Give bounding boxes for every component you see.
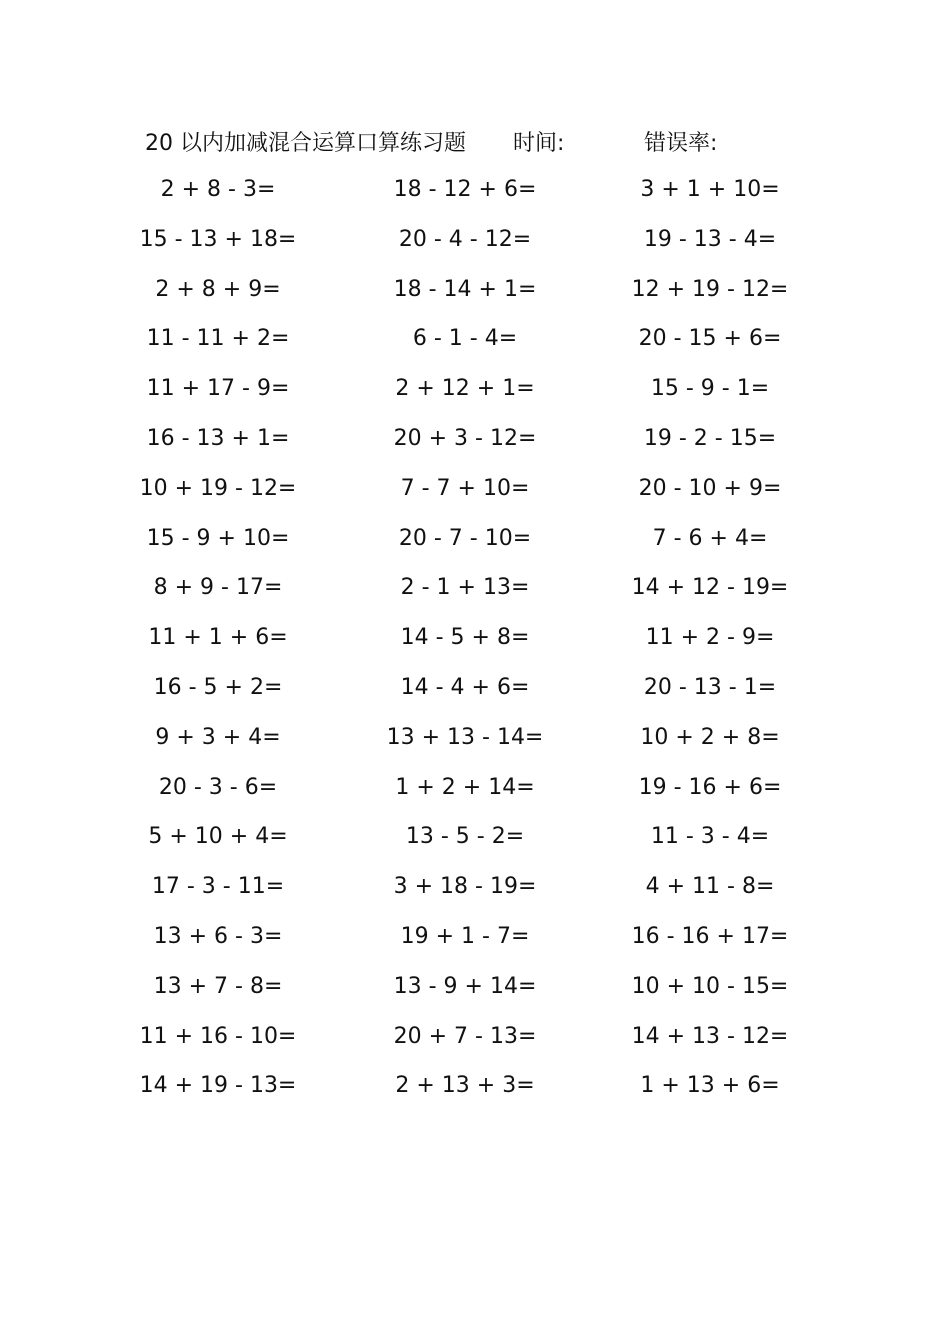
arithmetic-problem: 11 + 16 - 10=: [139, 1023, 297, 1049]
arithmetic-problem: 20 + 7 - 13=: [393, 1023, 537, 1049]
arithmetic-problem: 12 + 19 - 12=: [631, 276, 789, 302]
worksheet-title: 20 以内加减混合运算口算练习题: [145, 131, 466, 156]
arithmetic-problem: 20 - 15 + 6=: [638, 326, 782, 352]
arithmetic-problem: 7 - 7 + 10=: [400, 475, 530, 501]
problem-row: [0, 419, 950, 469]
arithmetic-problem: 11 - 3 - 4=: [650, 824, 770, 850]
arithmetic-problem: 11 + 2 - 9=: [645, 625, 775, 651]
arithmetic-problem: 19 + 1 - 7=: [400, 923, 530, 949]
arithmetic-problem: 2 + 8 + 9=: [155, 276, 281, 302]
problem-row: [0, 718, 950, 768]
arithmetic-problem: 14 - 5 + 8=: [400, 625, 530, 651]
problem-grid: [0, 170, 950, 1116]
arithmetic-problem: 14 + 13 - 12=: [631, 1023, 789, 1049]
arithmetic-problem: 20 - 4 - 12=: [398, 226, 532, 252]
arithmetic-problem: 17 - 3 - 11=: [151, 874, 285, 900]
problem-row: [0, 568, 950, 618]
arithmetic-problem: 2 + 12 + 1=: [395, 376, 535, 402]
arithmetic-problem: 8 + 9 - 17=: [153, 575, 283, 601]
arithmetic-problem: 11 + 17 - 9=: [146, 376, 290, 402]
arithmetic-problem: 19 - 2 - 15=: [643, 425, 777, 451]
arithmetic-problem: 14 + 19 - 13=: [139, 1073, 297, 1099]
problem-row: [0, 270, 950, 320]
worksheet-header: [0, 124, 950, 164]
problem-row: [0, 768, 950, 818]
time-label: 时间:: [513, 131, 565, 156]
arithmetic-problem: 18 - 12 + 6=: [393, 177, 537, 202]
arithmetic-problem: 4 + 11 - 8=: [645, 874, 775, 900]
arithmetic-problem: 13 - 5 - 2=: [405, 824, 525, 850]
arithmetic-problem: 11 - 11 + 2=: [146, 326, 290, 352]
arithmetic-problem: 16 - 16 + 17=: [631, 923, 789, 949]
problem-row: [0, 1017, 950, 1067]
arithmetic-problem: 20 - 3 - 6=: [158, 774, 278, 800]
error-rate-label: 错误率:: [644, 131, 718, 156]
arithmetic-problem: 7 - 6 + 4=: [652, 525, 768, 551]
arithmetic-problem: 5 + 10 + 4=: [148, 824, 288, 850]
arithmetic-problem: 9 + 3 + 4=: [155, 724, 281, 750]
arithmetic-problem: 20 + 3 - 12=: [393, 425, 537, 451]
arithmetic-problem: 2 + 13 + 3=: [395, 1073, 535, 1099]
arithmetic-problem: 13 + 13 - 14=: [386, 724, 544, 750]
arithmetic-problem: 2 + 8 - 3=: [160, 177, 276, 202]
arithmetic-problem: 19 - 16 + 6=: [638, 774, 782, 800]
arithmetic-problem: 13 - 9 + 14=: [393, 973, 537, 999]
arithmetic-problem: 13 + 6 - 3=: [153, 923, 283, 949]
arithmetic-problem: 3 + 1 + 10=: [640, 177, 780, 202]
arithmetic-problem: 10 + 2 + 8=: [640, 724, 780, 750]
arithmetic-problem: 6 - 1 - 4=: [412, 326, 518, 352]
problem-row: [0, 1066, 950, 1116]
arithmetic-problem: 20 - 13 - 1=: [643, 674, 777, 700]
arithmetic-problem: 14 - 4 + 6=: [400, 674, 530, 700]
arithmetic-problem: 14 + 12 - 19=: [631, 575, 789, 601]
arithmetic-problem: 20 - 10 + 9=: [638, 475, 782, 501]
arithmetic-problem: 19 - 13 - 4=: [643, 226, 777, 252]
arithmetic-problem: 3 + 18 - 19=: [393, 874, 537, 900]
arithmetic-problem: 16 - 5 + 2=: [153, 674, 283, 700]
arithmetic-problem: 20 - 7 - 10=: [398, 525, 532, 551]
arithmetic-problem: 1 + 13 + 6=: [640, 1073, 780, 1099]
arithmetic-problem: 10 + 10 - 15=: [631, 973, 789, 999]
arithmetic-problem: 13 + 7 - 8=: [153, 973, 283, 999]
problem-row: [0, 469, 950, 519]
problem-row: [0, 618, 950, 668]
arithmetic-problem: 15 - 13 + 18=: [139, 226, 297, 252]
arithmetic-problem: 1 + 2 + 14=: [395, 774, 535, 800]
problem-row: [0, 867, 950, 917]
arithmetic-problem: 10 + 19 - 12=: [139, 475, 297, 501]
problem-row: [0, 917, 950, 967]
problem-row: [0, 369, 950, 419]
problem-row: [0, 220, 950, 270]
problem-row: [0, 319, 950, 369]
problem-row: [0, 817, 950, 867]
problem-row: [0, 170, 950, 220]
problem-row: [0, 519, 950, 569]
problem-row: [0, 668, 950, 718]
arithmetic-problem: 16 - 13 + 1=: [146, 425, 290, 451]
arithmetic-problem: 15 - 9 - 1=: [650, 376, 770, 402]
problem-row: [0, 967, 950, 1017]
arithmetic-problem: 2 - 1 + 13=: [400, 575, 530, 601]
arithmetic-problem: 18 - 14 + 1=: [393, 276, 537, 302]
arithmetic-problem: 11 + 1 + 6=: [148, 625, 288, 651]
arithmetic-problem: 15 - 9 + 10=: [146, 525, 290, 551]
